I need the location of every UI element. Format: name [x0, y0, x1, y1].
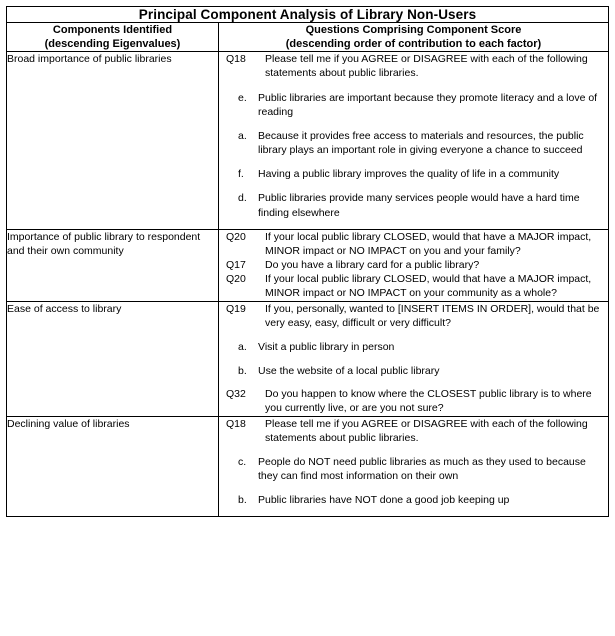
question-id: Q32 — [226, 388, 246, 401]
subitem-letter: e. — [238, 91, 247, 104]
subitem-text: Public libraries provide many services people would have a hard time finding elsewhere — [258, 192, 580, 219]
question-id: Q17 — [226, 259, 246, 272]
column-header-questions-line1: Questions Comprising Component Score — [305, 24, 522, 36]
question-text: Please tell me if you AGREE or DISAGREE with each of the following statements about public libraries. — [265, 417, 588, 444]
column-header-components — [7, 23, 219, 52]
question-row — [219, 52, 608, 80]
question-id: Q19 — [226, 302, 246, 315]
question-text: If your local public library CLOSED, would that have a MAJOR impact, MINOR impact or NO IMPACT on your community as a whole? — [265, 273, 592, 300]
question-text: If you, personally, wanted to [INSERT ITEMS IN ORDER], would that be very easy, easy, difficult or very difficult? — [265, 302, 600, 329]
subitem-letter: c. — [238, 455, 247, 468]
table-header-row — [7, 23, 609, 52]
question-row — [219, 258, 608, 272]
subitem-letter: b. — [238, 494, 247, 507]
subitem-row — [219, 167, 608, 181]
subitem-letter: f. — [238, 168, 244, 181]
question-row — [219, 387, 608, 415]
component-cell — [7, 52, 219, 230]
question-text: Please tell me if you AGREE or DISAGREE with each of the following statements about public libraries. — [265, 53, 588, 80]
table-row — [7, 301, 609, 416]
subitem-text: People do NOT need public libraries as much as they used to because they can find most information on their own — [258, 455, 586, 483]
component-label: Declining value of libraries — [7, 417, 130, 430]
component-cell — [7, 301, 219, 416]
subitem-row — [219, 91, 608, 119]
table-title-row — [7, 7, 609, 23]
subitem-row — [219, 191, 608, 219]
subitem-text: Visit a public library in person — [258, 340, 395, 353]
question-group — [219, 417, 608, 508]
question-group — [219, 258, 608, 272]
question-row — [219, 417, 608, 445]
table-row — [7, 416, 609, 517]
question-group — [219, 387, 608, 415]
component-label: Importance of public library to respondent and their own community — [7, 230, 201, 257]
question-id: Q20 — [226, 230, 246, 243]
page-title: Principal Component Analysis of Library Non-Users — [7, 7, 609, 23]
table-row — [7, 52, 609, 230]
subitem-row — [219, 455, 608, 483]
questions-cell — [219, 52, 609, 230]
subitem-row — [219, 129, 608, 157]
subitem-list — [219, 91, 608, 220]
question-group — [219, 230, 608, 258]
subitem-list — [219, 455, 608, 508]
subitem-text: Having a public library improves the quality of life in a community — [258, 168, 560, 181]
column-header-components-line1: Components Identified — [52, 24, 173, 36]
component-cell — [7, 229, 219, 301]
questions-cell — [219, 416, 609, 517]
subitem-letter: a. — [238, 340, 247, 353]
question-id: Q18 — [226, 53, 246, 66]
subitem-text: Public libraries are important because they promote literacy and a love of reading — [258, 91, 598, 118]
subitem-text: Because it provides free access to materials and resources, the public library plays an important role in giving everyone a chance to succeed — [258, 129, 584, 157]
subitem-row — [219, 364, 608, 378]
table-row — [7, 229, 609, 301]
question-id: Q20 — [226, 273, 246, 286]
column-header-questions — [219, 23, 609, 52]
subitem-text: Use the website of a local public library — [258, 365, 440, 378]
question-text: Do you happen to know where the CLOSEST public library is to where you currently live, or are you not sure? — [265, 388, 592, 415]
question-group — [219, 272, 608, 300]
questions-cell — [219, 301, 609, 416]
column-header-questions-line2: (descending order of contribution to each factor) — [285, 38, 542, 51]
component-cell — [7, 416, 219, 517]
question-row — [219, 302, 608, 330]
component-label: Broad importance of public libraries — [7, 53, 172, 66]
pca-table — [6, 6, 609, 517]
question-group — [219, 52, 608, 220]
question-row — [219, 230, 608, 258]
pca-table-body — [7, 7, 609, 517]
questions-cell — [219, 229, 609, 301]
column-header-components-line2: (descending Eigenvalues) — [44, 38, 181, 51]
subitem-list — [219, 340, 608, 378]
question-row — [219, 272, 608, 300]
question-id: Q18 — [226, 417, 246, 430]
subitem-row — [219, 493, 608, 507]
question-text: If your local public library CLOSED, would that have a MAJOR impact, MINOR impact or NO IMPACT on you and your family? — [265, 230, 592, 257]
question-text: Do you have a library card for a public library? — [265, 259, 480, 272]
component-label: Ease of access to library — [7, 302, 122, 315]
subitem-row — [219, 340, 608, 354]
subitem-text: Public libraries have NOT done a good job keeping up — [258, 494, 510, 507]
subitem-letter: d. — [238, 192, 247, 205]
subitem-letter: a. — [238, 129, 247, 142]
subitem-letter: b. — [238, 365, 247, 378]
question-group — [219, 302, 608, 379]
